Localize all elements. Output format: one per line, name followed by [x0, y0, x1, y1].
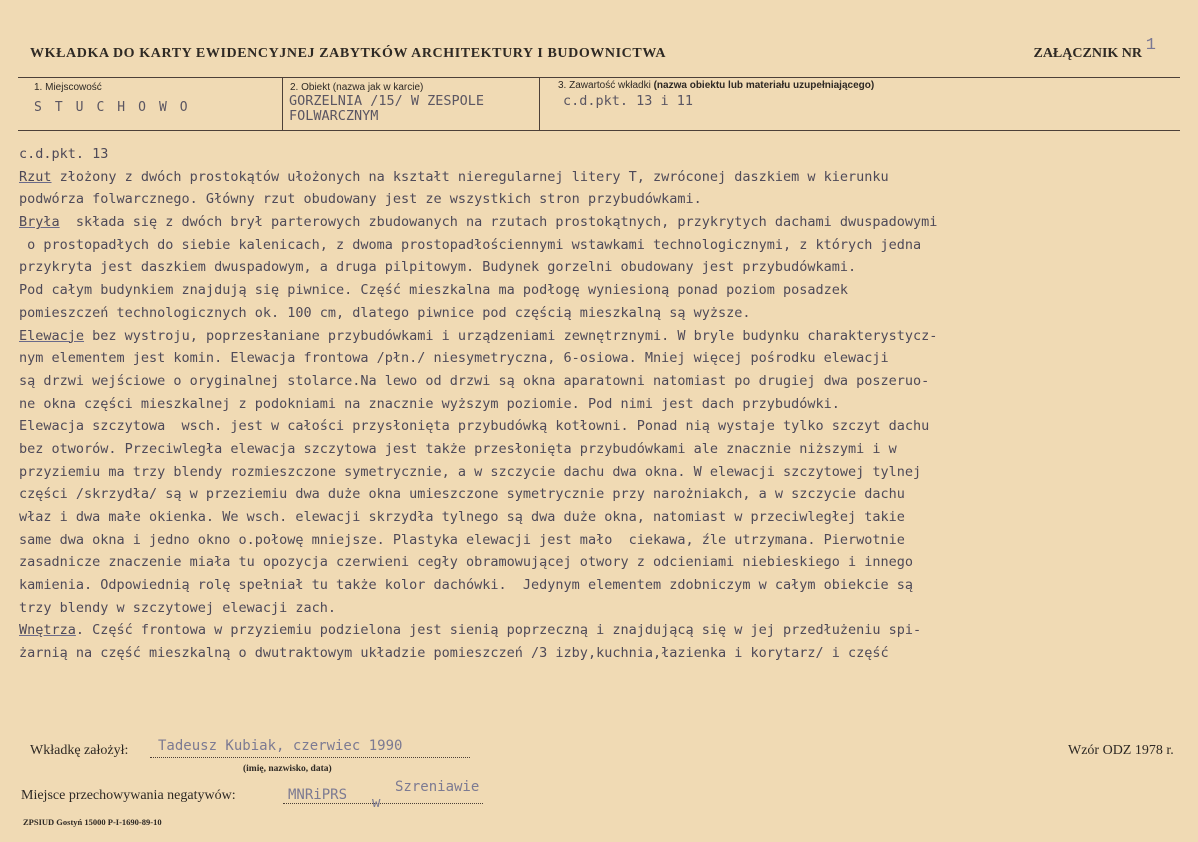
body-line	[19, 234, 1184, 257]
body-text-segment: c.d.pkt. 13	[19, 146, 109, 162]
body-text-segment: trzy blendy w szczytowej elewacji zach.	[19, 599, 336, 616]
body-text-segment: bez otworów. Przeciwległa elewacja szczytowa jest także przesłonięta przybudówkami ale znacznie niższymi i w	[19, 440, 897, 457]
body-line	[19, 574, 1184, 597]
negatives-place: Szreniawie	[395, 779, 480, 795]
body-line	[19, 279, 1184, 302]
body-text-segment: pomieszczeń technologicznych ok. 100 cm, dlatego piwnice pod częścią mieszkalną są wyższe.	[19, 304, 751, 321]
body-line	[19, 506, 1184, 529]
author-hint: (imię, nazwisko, data)	[243, 764, 332, 774]
body-line	[19, 483, 1184, 506]
body-line	[19, 256, 1184, 279]
body-text-segment: części /skrzydła/ są w przeziemiu dwa duże okna umieszczone symetrycznie przy narożniakch, a w szczycie dachu	[19, 486, 905, 503]
author-dotted-line	[150, 757, 470, 758]
object-label: 2. Obiekt (nazwa jak w karcie)	[290, 82, 424, 93]
body-line	[19, 551, 1184, 574]
locality-label: 1. Miejscowość	[34, 82, 102, 93]
section-heading: Bryła	[19, 214, 60, 231]
body-line	[19, 438, 1184, 461]
body-text-segment: właz i dwa małe okienka. We wsch. elewacji skrzydła tylnego są dwa duże okna, natomiast w przeciwległej takie	[19, 509, 905, 525]
body-line	[19, 325, 1184, 348]
author-value: Tadeusz Kubiak, czerwiec 1990	[158, 738, 403, 754]
top-rule	[18, 77, 1180, 78]
content-label-prefix: 3. Zawartość wkładki	[558, 80, 651, 91]
body-text-segment: Pod całym budynkiem znajdują się piwnice. Część mieszkalna ma podłogę wyniesioną ponad poziom posadzek	[19, 282, 849, 299]
body-text-segment: nym elementem jest komin. Elewacja frontowa /płn./ niesymetryczna, 6-osiowa. Mniej więcej pośrodku elewacji	[19, 350, 889, 367]
body-line	[19, 529, 1184, 552]
content-value: c.d.pkt. 13 i 11	[563, 93, 694, 109]
field-divider-2	[539, 77, 540, 131]
object-value-line2: FOLWARCZNYM	[289, 108, 379, 124]
field-divider-1	[282, 77, 283, 131]
body-line	[19, 166, 1184, 189]
body-text-segment: złożony z dwóch prostokątów ułożonych na kształt nieregularnej litery T, zwróconej daszkiem w kierunku	[51, 168, 889, 185]
section-heading: Rzut	[19, 168, 52, 185]
body-text-segment: bez wystroju, poprzesłaniane przybudówkami i urządzeniami zewnętrznymi. W bryle budynku charakterystycz-	[84, 327, 938, 344]
body-text-segment: podwórza folwarcznego. Główny rzut obudowany jest ze wszystkich stron przybudówkami.	[19, 191, 702, 208]
body-line	[19, 143, 1184, 166]
body-text-segment: przyziemiu ma trzy blendy rozmieszczone symetrycznie, a w szczycie dachu dwa okna. W elewacji szczytowej tylnej	[19, 463, 922, 480]
content-label	[558, 80, 874, 91]
body-line	[19, 642, 1184, 665]
body-line	[19, 619, 1184, 642]
body-text-segment: żarnią na część mieszkalną o dwutraktowym układzie pomieszczeń /3 izby,kuchnia,łazienka i korytarz/ i część	[19, 645, 889, 662]
card-header	[30, 36, 1170, 72]
body-line	[19, 461, 1184, 484]
form-pattern-label: Wzór ODZ 1978 r.	[1068, 743, 1174, 758]
body-text-segment: przykryta jest daszkiem dwuspadowym, a druga pilpitowym. Budynek gorzelni obudowany jest przybudówkami.	[19, 259, 857, 276]
body-text-segment: Elewacja szczytowa wsch. jest w całości przysłonięta przybudówką kotłowni. Ponad nią wystaje tylko szczyt dachu	[19, 418, 930, 435]
object-value-line1: GORZELNIA /15/ W ZESPOLE	[289, 93, 485, 109]
negatives-value: MNRiPRS	[288, 787, 348, 803]
body-text-segment: . Część frontowa w przyziemiu podzielona jest sienią poprzeczną i znajdującą się w jej przedłużeniu spi-	[75, 622, 922, 639]
attachment-number: 1	[1145, 36, 1156, 55]
card-title: WKŁADKA DO KARTY EWIDENCYJNEJ ZABYTKÓW ARCHITEKTURY I BUDOWNICTWA	[30, 46, 667, 61]
section-heading: Wnętrza	[19, 622, 76, 639]
body-line	[19, 597, 1184, 620]
attachment-label: ZAŁĄCZNIK NR	[1033, 46, 1142, 61]
author-label: Wkładkę założył:	[30, 743, 129, 758]
locality-value: STUCHOWO	[34, 100, 201, 115]
body-text-segment: składa się z dwóch brył parterowych zbudowanych na rzutach prostokątnych, przykrytych dachami dwuspadowymi	[59, 214, 938, 231]
negatives-label: Miejsce przechowywania negatywów:	[21, 788, 236, 803]
fields-bottom-rule	[18, 130, 1180, 131]
print-info: ZPSIUD Gostyń 15000 P-I-1690-89-10	[23, 817, 162, 827]
body-line	[19, 188, 1184, 211]
body-text-segment: zasadnicze znaczenie miała tu opozycja czerwieni cegły obramowującej otwory z odcieniami niebieskiego i innego	[19, 554, 914, 571]
body-line	[19, 393, 1184, 416]
body-line	[19, 370, 1184, 393]
body-text-segment: same dwa okna i jedno okno o.połowę mniejsze. Plastyka elewacji jest mało ciekawa, źle utrzymana. Pierwotnie	[19, 531, 905, 548]
section-heading: Elewacje	[19, 327, 85, 344]
body-text-segment: są drzwi wejściowe o oryginalnej stolarce.Na lewo od drzwi są okna aparatowni natomiast po drugiej dwa poszeruo-	[19, 372, 930, 389]
description-body	[19, 143, 1184, 665]
body-text-segment: o prostopadłych do siebie kalenicach, z dwoma prostopadłościennymi wstawkami technologicznymi, z których jedna	[19, 236, 922, 253]
body-line	[19, 347, 1184, 370]
negatives-dotted-line	[283, 803, 483, 804]
content-label-suffix: (nazwa obiektu lub materiału uzupełniającego)	[653, 80, 875, 91]
body-line	[19, 415, 1184, 438]
negatives-connector: w	[372, 795, 381, 811]
body-text-segment: ne okna części mieszkalnej z podokniami na znacznie wyższym poziomie. Pod nimi jest dach przybudówki.	[19, 395, 840, 412]
body-text-segment: kamienia. Odpowiednią rolę spełniał tu także kolor dachówki. Jedynym elementem zdobniczym w całym obiekcie są	[19, 577, 914, 594]
body-line	[19, 302, 1184, 325]
body-line	[19, 211, 1184, 234]
